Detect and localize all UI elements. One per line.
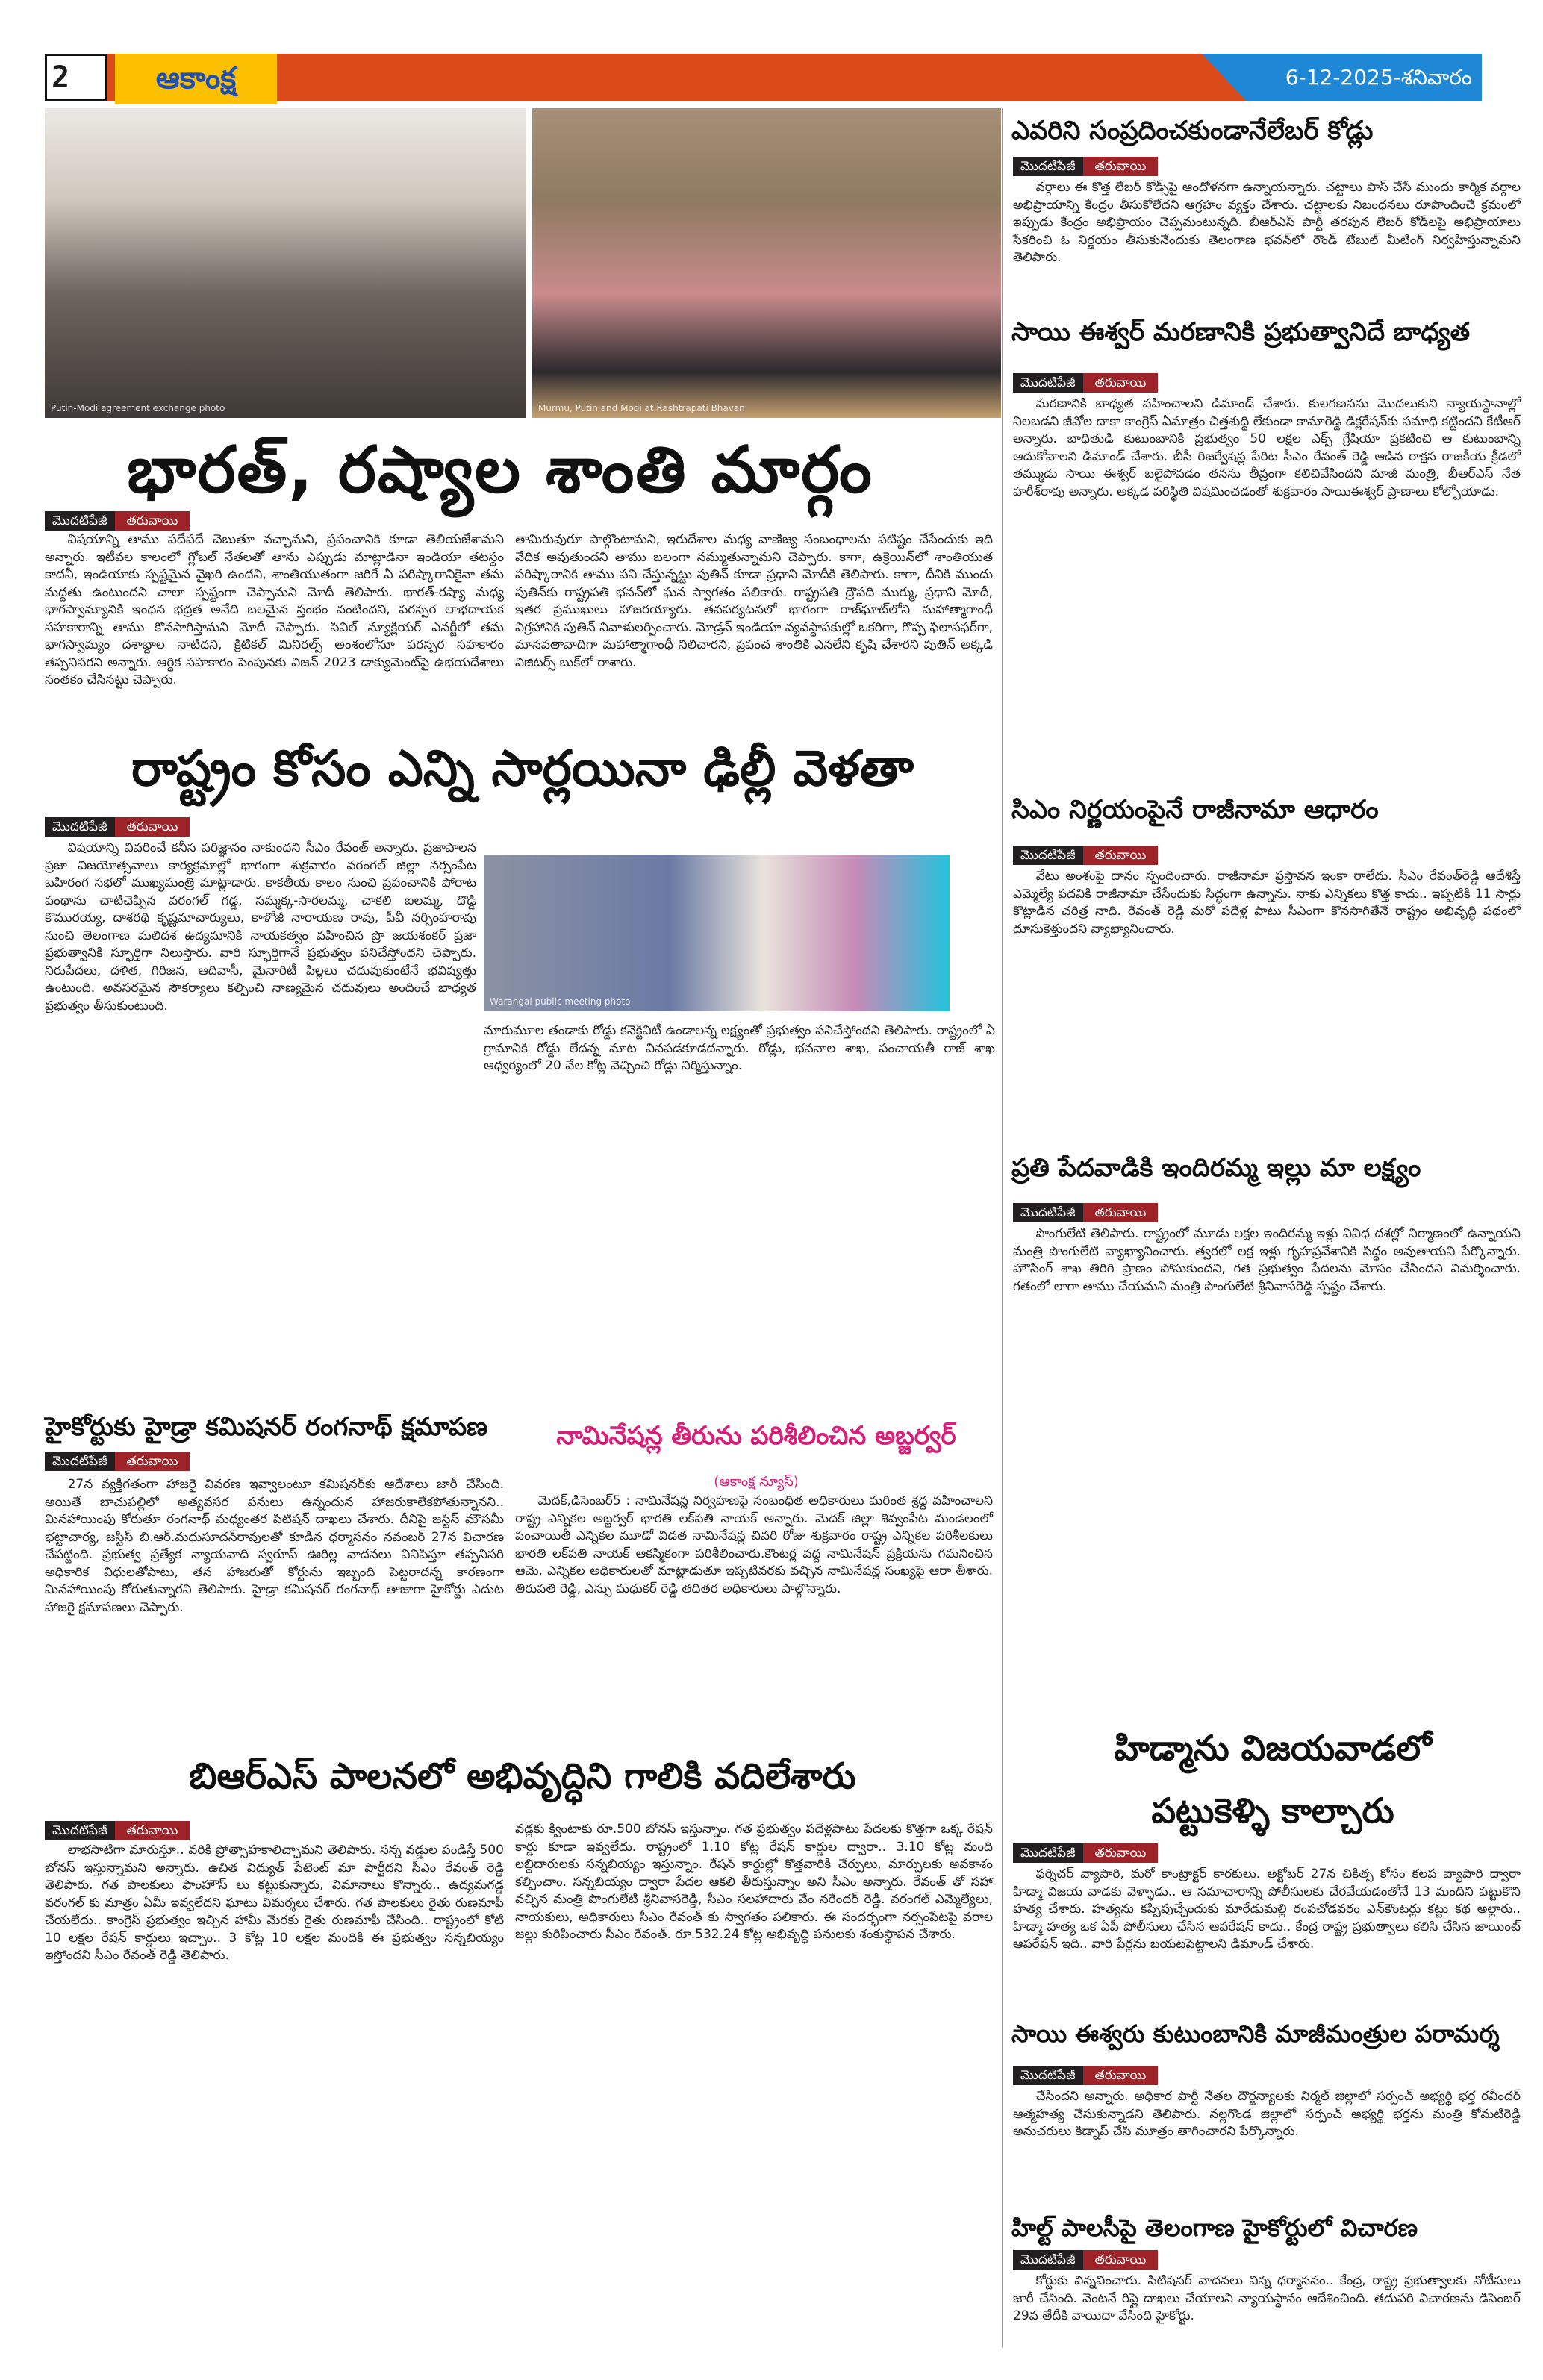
photo-warangal-rally: Warangal public meeting photo (484, 855, 950, 1011)
hilt-policy-headline: హిల్ట్ పాలసీపై తెలంగాణ హైకోర్టులో విచారణ (1011, 2214, 1418, 2242)
continuation-label: మొదటిపేజీ తరువాయి (1013, 373, 1158, 393)
photo-rashtrapati-bhavan-welcome: Murmu, Putin and Modi at Rashtrapati Bhavan (532, 108, 1001, 418)
continuation-label: మొదటిపేజీ తరువాయి (1013, 157, 1158, 176)
continuation-label: మొదటిపేజీ తరువాయి (1013, 1203, 1158, 1222)
resignation-body: వేటు అంశంపై దానం స్పందించారు. రాజీనామా ప్రస్తావన ఇంకా రాలేదు. సీఎం రేవంత్‌రెడ్డి ఆదేశిస్తే ఎమ్మెల్యే పదవికి రాజీనామా చేసేందుకు సిద్ధంగా ఉన్నాను. నాకు ఎన్నికలు కొత్త కాదు.. ఇప్పటికి 11 సార్లు కొట్లాడిన చరిత్ర నాది. రేవంత్ రెడ్డి మరో పదేళ్ల పాటు సీఎంగా కొనసాగితేనే రాష్ట్రం అభివృద్ధి పథంలో దూసుకెళ్తుందని వ్యాఖ్యానించారు. (1013, 869, 1521, 937)
continuation-label: మొదటిపేజీ తరువాయి (45, 1452, 190, 1471)
labour-codes-headline: ఎవరిని సంప్రదించకుండానేలేబర్ కోడ్లు (1011, 116, 1374, 146)
hydra-headline: హైకోర్టుకు హైడ్రా కమిషనర్ రంగనాథ్ క్షమాపణ (45, 1412, 488, 1442)
lead-body-col1: విషయాన్ని తాము పదేపదే చెబుతూ వచ్చామని, ప్రపంచానికి కూడా తెలియజేశామని అన్నారు. ఇటీవల కాలంలో గ్లోబల్ నేతలతో తాను ఎప్పుడు మాట్లాడినా ఇండియా తటస్థం కాదనీ, ఇండియాకు స్పష్టమైన వైఖరి ఉందని, శాంతియుతంగా జరిగే ఏ పరిష్కారానికైనా తమ మద్దతు ఉంటుందని చాలా స్పష్టంగా చెప్పామని మోదీ తెలిపారు. భారత్-రష్యా మధ్య భాగస్వామ్యానికి ఇంధన భద్రత అనేది బలమైన స్తంభం వంటిందని, పరస్పర లాభదాయక సహకారాన్ని తాము కొనసాగిస్తామని మోదీ చెప్పారు. సివిల్ న్యూక్లియర్ ఎనర్జీలో తమ భాగస్వామ్యం దశాబ్దాల నాటిదని, క్రిటికల్ మినిరల్స్ అంశంలోనూ పరస్పర సహకారం తప్పనిసరని అన్నారు. ఆర్థిక సహకారం పెంపునకు విజన్ 2023 డాక్యుమెంట్‌పై ఉభయదేశాలు సంతకం చేసినట్టు చెప్పారు. (45, 532, 504, 687)
continuation-label: మొదటిపేజీ తరువాయి (1013, 2250, 1158, 2270)
continuation-label: మొదటిపేజీ తరువాయి (45, 511, 190, 531)
news-byline: (ఆకాంక్ష న్యూస్) (714, 1474, 799, 1490)
resignation-headline: సిఎం నిర్ణయంపైనే రాజీనామా ఆధారం (1011, 795, 1379, 825)
page-number: 2 (45, 54, 107, 101)
newspaper-logo: ఆకాంక్ష (115, 54, 277, 104)
brs-body-col2: వడ్లకు క్వింటాకు రూ.500 బోనస్ ఇస్తున్నాం. గత ప్రభుత్వం పదేళ్లపాటు పేదలకు కొత్తగా ఒక్క రేషన్ కార్డు కూడా ఇవ్వలేదు. రాష్ట్రంలో 1.10 కోట్ల రేషన్ కార్డుల ద్వారా.. 3.10 కోట్ల మంది లబ్దిదారులకు సన్నబియ్యం ఇస్తున్నాం. రేషన్ కార్డుల్లో కొత్తవారికి చేర్పులు, మార్పులకు అవకాశం కల్పించాం. సన్నబియ్యం ద్వారా పేదల ఆకలి తీరుస్తున్నాం అని సీఎం అన్నారు. రేవంత్ తో సహా వచ్చిన మంత్రి పొంగులేటి శ్రీనివాసరెడ్డి, సీఎం సలహాదారు వేం నరేందర్ రెడ్డి. వరంగల్ ఎమ్మెల్యేలు, నాయకులు, అధికారులు సీఎం రేవంత్ కు స్వాగతం పలికారు. ఈ సందర్భంగా నర్సంపేటపై వరాల జల్లు కురిపించారు సీఎం రేవంత్. రూ.532.24 కోట్ల అభివృద్ధి పనులకు శంకుస్థాపన చేశారు. (515, 1822, 993, 1942)
indiramma-headline: ప్రతి పేదవాడికి ఇందిరమ్మ ఇల్లు మా లక్ష్యం (1011, 1153, 1421, 1183)
continuation-label: మొదటిపేజీ తరువాయి (45, 817, 190, 837)
continuation-label: మొదటిపేజీ తరువాయి (1013, 1843, 1158, 1863)
hidma-headline: హిడ్మాను విజయవాడలో పట్టుకెళ్ళి కాల్చారు (1114, 1728, 1432, 1831)
hydra-body: 27న వ్యక్తిగతంగా హాజరై వివరణ ఇవ్వాలంటూ కమిషనర్‌కు ఆదేశాలు జారీ చేసింది. అయితే బాచుపల్లిలో అత్యవసర పనులు ఉన్నందున హాజరుకాలేకపోతున్నానని.. మినహాయింపు కోరుతూ రంగనాథ్ మధ్యంతర పిటిషన్ దాఖలు చేశారు. దీనిపై జస్టిస్ మౌసమీ భట్టాచార్య, జస్టిస్ బి.ఆర్.మధుసూదన్‌రావులతో కూడిన ధర్మాసనం నవంబర్ 27న విచారణ చేపట్టింది. ప్రభుత్వ ప్రత్యేక న్యాయవాది స్వరూప్ ఊరిల్ల వాదనలు వినిపిస్తూ తప్పనిసరి అధికారిక విధులతోపాటు, తన హాజరుతో కోర్టును ఇబ్బంది పెట్టరాదన్న కారణంగా మినహాయింపు కోరుతున్నారని తెలిపారు. హైడ్రా కమిషనర్ రంగనాథ్ తాజాగా హైకోర్టు ఎదుట హాజరై క్షమాపణలు చెప్పారు. (45, 1477, 504, 1615)
photo-putin-modi-exchange: Putin-Modi agreement exchange photo (45, 108, 526, 418)
nomination-body: మెదక్,డిసెంబర్5 : నామినేషన్ల నిర్వహణపై సంబంధిత అధికారులు మరింత శ్రద్ధ వహించాలని రాష్ట్ర ఎన్నికల అబ్జర్వర్ భారతి లక్‌పతి నాయక్ అన్నారు. మెదక్ జిల్లా శివ్వంపేట మండలంలో పంచాయితీ ఎన్నికల మూడో విడత నామినేషన్ల చివరి రోజు శుక్రవారం రాష్ట్ర ఎన్నికల పరిశీలకులు భారతి లక్‌పతి నాయక్ ఆకస్మికంగా పరిశీలించారు.కౌంటర్ల వద్ద నామినేషన్ ప్రక్రియను గమనించిన ఆమె, ఎన్నికల అధికారులతో మాట్లాడుతూ ఇప్పటివరకు వచ్చిన నామినేషన్ల సంఖ్యపై ఆరా తీశారు. తిరుపతి రెడ్డి, ఎన్సు మధుకర్ రెడ్డి తదితర అధికారులు పాల్గొన్నారు. (515, 1493, 993, 1596)
brs-body-col1: లాభసాటిగా మారుస్తూ.. వరికి ప్రోత్సాహకాలిచ్చామని తెలిపారు. సన్న వడ్డుల పండిస్తే 500 బోనస్ ఇస్తున్నామని అన్నారు. ఉచిత విద్యుత్ పేటెంట్ మా పార్టీదని సీఎం రేవంత్ రెడ్డి తెలిపారు. గత పాలకులు ఫాంహౌస్ లు కట్టుకున్నారు, విమానాలు కొన్నారు.. ఉద్యమగడ్డ వరంగల్ కు మాత్రం ఏమీ ఇవ్వలేదని ఘాటు విమర్శలు చేశారు. గత పాలకులు రైతు రుణమాఫీ చేయలేదు.. కాంగ్రెస్ ప్రభుత్వం ఇచ్చిన హామీ మేరకు రైతు రుణమాఫీ చేసింది.. రాష్ట్రంలో కోటి 10 లక్షల రేషన్ కార్డులు ఇచ్చాం.. 3 కోట్ల 10 లక్షల మందికి ఈ ప్రభుత్వం సన్నబియ్యం ఇస్తోందని సీఎం రేవంత్ రెడ్డి తెలిపారు. (45, 1843, 504, 1963)
nomination-headline: నామినేషన్ల తీరును పరిశీలించిన అబ్జర్వర్ (556, 1421, 956, 1451)
continuation-label: మొదటిపేజీ తరువాయి (45, 1821, 190, 1840)
family-visit-headline: సాయి ఈశ్వరు కుటుంబానికి మాజీమంత్రుల పరామర్శ (1011, 2020, 1500, 2048)
lead-body-col2: తామిరువురూ పాల్గొంటామని, ఇరుదేశాల మధ్య వాణిజ్య సంబంధాలను పటిష్టం చేసేందుకు ఇది వేదిక అవుతుందని తాము బలంగా నమ్ముతున్నామని చెప్పారు. కాగా, ఉక్రెయిన్‌లో శాంతియుత పరిష్కారానికి తాము పని చేస్తున్నట్టు పుతిన్ కూడా ప్రధాని మోదీకి తెలిపారు. కాగా, దీనికి ముందు పుతిన్‌కు రాష్ట్రపతి భవన్‌లో ఘన స్వాగతం పలికారు. రాష్ట్రపతి ద్రౌపది ముర్ము, ప్రధాని మోదీ, ఇతర ప్రముఖులు హాజరయ్యారు. తనపర్యటనలో భాగంగా రాజ్‌ఘాట్‌లోని మహాత్మాగాంధీ విగ్రహానికి పుతిన్ నివాళులర్పించారు. మోడ్రన్ ఇండియా వ్యవస్థాపకుల్లో ఒకరిగా, గొప్ప ఫిలాసఫర్‌గా, మానవతావాదిగా మహాత్మాగాంధీ నిలిచారని, ప్రపంచ శాంతికి ఎనలేని కృషి చేశారని పుతిన్ అక్కడి విజిటర్స్ బుక్‌లో రాశారు. (515, 532, 993, 670)
edition-date: 6-12-2025-శనివారం (1285, 65, 1472, 90)
continuation-label: మొదటిపేజీ తరువాయి (1013, 846, 1158, 865)
delhi-body-col1: విషయాన్ని వివరించే కనీస పరిజ్ఞానం నాకుందని సీఎం రేవంత్ అన్నారు. ప్రజాపాలన ప్రజా విజయోత్సవాలు కార్యక్రమాల్లో భాగంగా శుక్రవారం వరంగల్ జిల్లా నర్సంపేట బహిరంగ సభలో ముఖ్యమంత్రి మాట్లాడారు. కాకతీయ కాలం నుంచి ప్రపంచానికి పోరాట పంథాను చాటిచెప్పిన వరంగల్ గడ్డ, సమ్మక్క-సారలమ్మ, చాకలి ఐలమ్మ, దొడ్డి కొమురయ్య, దాశరథి కృష్ణమాచార్యులు, కాళోజీ నారాయణ రావు, పీవీ నర్సింహరావు నుంచి తెలంగాణ మలిదశ ఉద్యమానికి నాయకత్వం వహించిన ప్రొ జయశంకర్ ప్రజా ప్రభుత్వానికి స్ఫూర్తిగా నిలుస్తారు. వారి స్ఫూర్తిగానే ప్రభుత్వం పనిచేస్తోందని చెప్పారు. నిరుపేదలు, దళిత, గిరిజన, ఆదివాసీ, మైనారిటీ పిల్లలు చదువుకుంటేనే భవిష్యత్తు ఉంటుంది. అవసరమైన సౌకర్యాలు కల్పించి నాణ్యమైన చదువులు అందించే బాధ్యత ప్రభుత్వం తీసుకుంటుంది. (45, 840, 476, 1013)
continuation-label: మొదటిపేజీ తరువాయి (1013, 2066, 1158, 2085)
sai-eshwar-body: మరణానికి బాధ్యత వహించాలని డిమాండ్ చేశారు. కులగణనను మొదలుకుని న్యాయస్థానాల్లో నిలబడని జీవోల దాకా కాంగ్రెస్ ఏమాత్రం చిత్తశుద్ధి లేకుండా కామారెడ్డి డిక్లరేషన్‌కు సమాధి కట్టిందని కేటీఆర్ అన్నారు. బాధితుడి కుటుంబానికి ప్రభుత్వం 50 లక్షల ఎక్స్ గ్రేషియా ప్రకటించి ఆ కుటుంబాన్ని ఆదుకోవాలని డిమాండ్ చేశారు. బీసీ రిజర్వేషన్ల పేరిట సీఎం రేవంత్ రెడ్డి ఆడిన రాక్షస రాజకీయ క్రీడలో తమ్ముడు సాయి ఈశ్వర్ బలైపోవడం తనను తీవ్రంగా కలిచివేసిందని మాజీ మంత్రి, బీఆర్ఎస్ నేత హరీశ్‌రావు అన్నారు. అక్కడ పరిస్థితి విషమించడంతో శుక్రవారం సాయిఈశ్వర్ ప్రాణాలు కోల్పోయాడు. (1013, 396, 1521, 499)
indiramma-body: పొంగులేటి తెలిపారు. రాష్ట్రంలో మూడు లక్షల ఇందిరమ్మ ఇళ్లు వివిధ దశల్లో నిర్మాణంలో ఉన్నాయని మంత్రి పొంగులేటి వ్యాఖ్యానించారు. త్వరలో లక్ష ఇళ్లు గృహప్రవేశానికి సిద్ధం అవుతాయని పేర్కొన్నారు. హౌసింగ్ శాఖ తిరిగి ప్రాణం పోసుకుందని, గత ప్రభుత్వం పేదలను మోసం చేసిందని విమర్శించారు. గతంలో లాగా తాము చేయమని మంత్రి పొంగులేటి శ్రీనివాసరెడ్డి స్పష్టం చేశారు. (1013, 1226, 1521, 1294)
delhi-headline: రాష్ట్రం కోసం ఎన్ని సార్లయినా ఢిల్లీ వెళతా (131, 740, 914, 797)
brs-headline: బిఆర్ఎస్ పాలనలో అభివృద్ధిని గాలికి వదిలేశారు (189, 1755, 856, 1797)
column-divider (1002, 108, 1003, 2347)
hidma-body: ఫర్నిచర్ వ్యాపారి, మరో కాంట్రాక్టర్ కారకులు. అక్టోబర్ 27న చికిత్స కోసం కలప వ్యాపారి ద్వారా హిడ్మా విజయ వాడకు వెళ్ళాడు.. ఆ సమాచారాన్ని పోలీసులకు చేరవేయడంతోనే 13 మందిని పట్టుకొని హత్య చేశారు. హత్యను కప్పిపుచ్చేందుకు మారేడుమల్లి రంపచోడవరం ఎన్‌కౌంటర్లు కట్టు కథ అల్లారు.. హిడ్మా హత్య ఒక ఏపీ పోలీసులు చేసిన ఆపరేషన్ కాదు.. కేంద్ర రాష్ట్ర ప్రభుత్వాలు కలిసి చేసిన జాయింట్ ఆపరేషన్ ఇది.. వారి పేర్లను బయటపెట్టాలని డిమాండ్ చేశారు. (1013, 1867, 1521, 1952)
delhi-body-col2: మారుమూల తండాకు రోడ్డు కనెక్టివిటీ ఉండాలన్న లక్ష్యంతో ప్రభుత్వం పనిచేస్తోందని తెలిపారు. రాష్ట్రంలో ఏ గ్రామానికి రోడ్డు లేదన్న మాట వినపడకూడదన్నారు. రోడ్లు, భవనాల శాఖ, పంచాయతీ రాజ్ శాఖ ఆధ్వర్యంలో 20 వేల కోట్ల వెచ్చించి రోడ్లు నిర్మిస్తున్నాం. (484, 1023, 995, 1073)
hilt-policy-body: కోర్టుకు విన్నవించారు. పిటిషనర్ వాదనలు విన్న ధర్మాసనం.. కేంద్ర, రాష్ట్ర ప్రభుత్వాలకు నోటీసులు జారీ చేసింది. వెంటనే రిప్లై దాఖలు చేయాలని న్యాయస్థానం ఆదేశించింది. తదుపరి విచారణను డిసెంబర్ 29వ తేదీకి వాయిదా వేసింది హైకోర్టు. (1013, 2273, 1521, 2323)
lead-headline: భారత్, రష్యాల శాంతి మార్గం (127, 433, 873, 507)
family-visit-body: చేసిందని అన్నారు. అధికార పార్టీ నేతల దౌర్జన్యాలకు నిర్మల్ జిల్లాలో సర్పంచ్ అభ్యర్థి భర్త రవీందర్ ఆత్మహత్య చేసుకున్నాడని తెలిపారు. నల్లగొండ జిల్లాలో సర్పంచ్ అభ్యర్థి భర్తను మంత్రి కోమటిరెడ్డి అనుచరులు కిడ్నాప్ చేసి మూత్రం తాగించారని పేర్కొన్నారు. (1013, 2089, 1521, 2139)
sai-eshwar-headline: సాయి ఈశ్వర్ మరణానికి ప్రభుత్వానిదే బాధ్యత (1011, 317, 1471, 347)
labour-codes-body: వర్గాలు ఈ కొత్త లేబర్ కోడ్స్‌పై ఆందోళనగా ఉన్నాయన్నారు. చట్టాలు పాస్ చేసే ముందు కార్మిక వర్గాల అభిప్రాయాన్ని కేంద్రం తీసుకోలేదని ఆగ్రహం వ్యక్తం చేశారు. చట్టాలకు నిబంధనలు రూపొందించే క్రమంలో ఇప్పుడు కేంద్రం అభిప్రాయం చెప్పమంటున్నది. బీఆర్ఎస్ పార్టీ తరపున లేబర్ కోడ్‌లపై అభిప్రాయాలు సేకరించి ఓ నిర్ణయం తీసుకునేందుకు తెలంగాణ భవన్‌లో రౌండ్ టేబుల్ మీటింగ్ నిర్వహిస్తున్నామని తెలిపారు. (1013, 180, 1521, 265)
